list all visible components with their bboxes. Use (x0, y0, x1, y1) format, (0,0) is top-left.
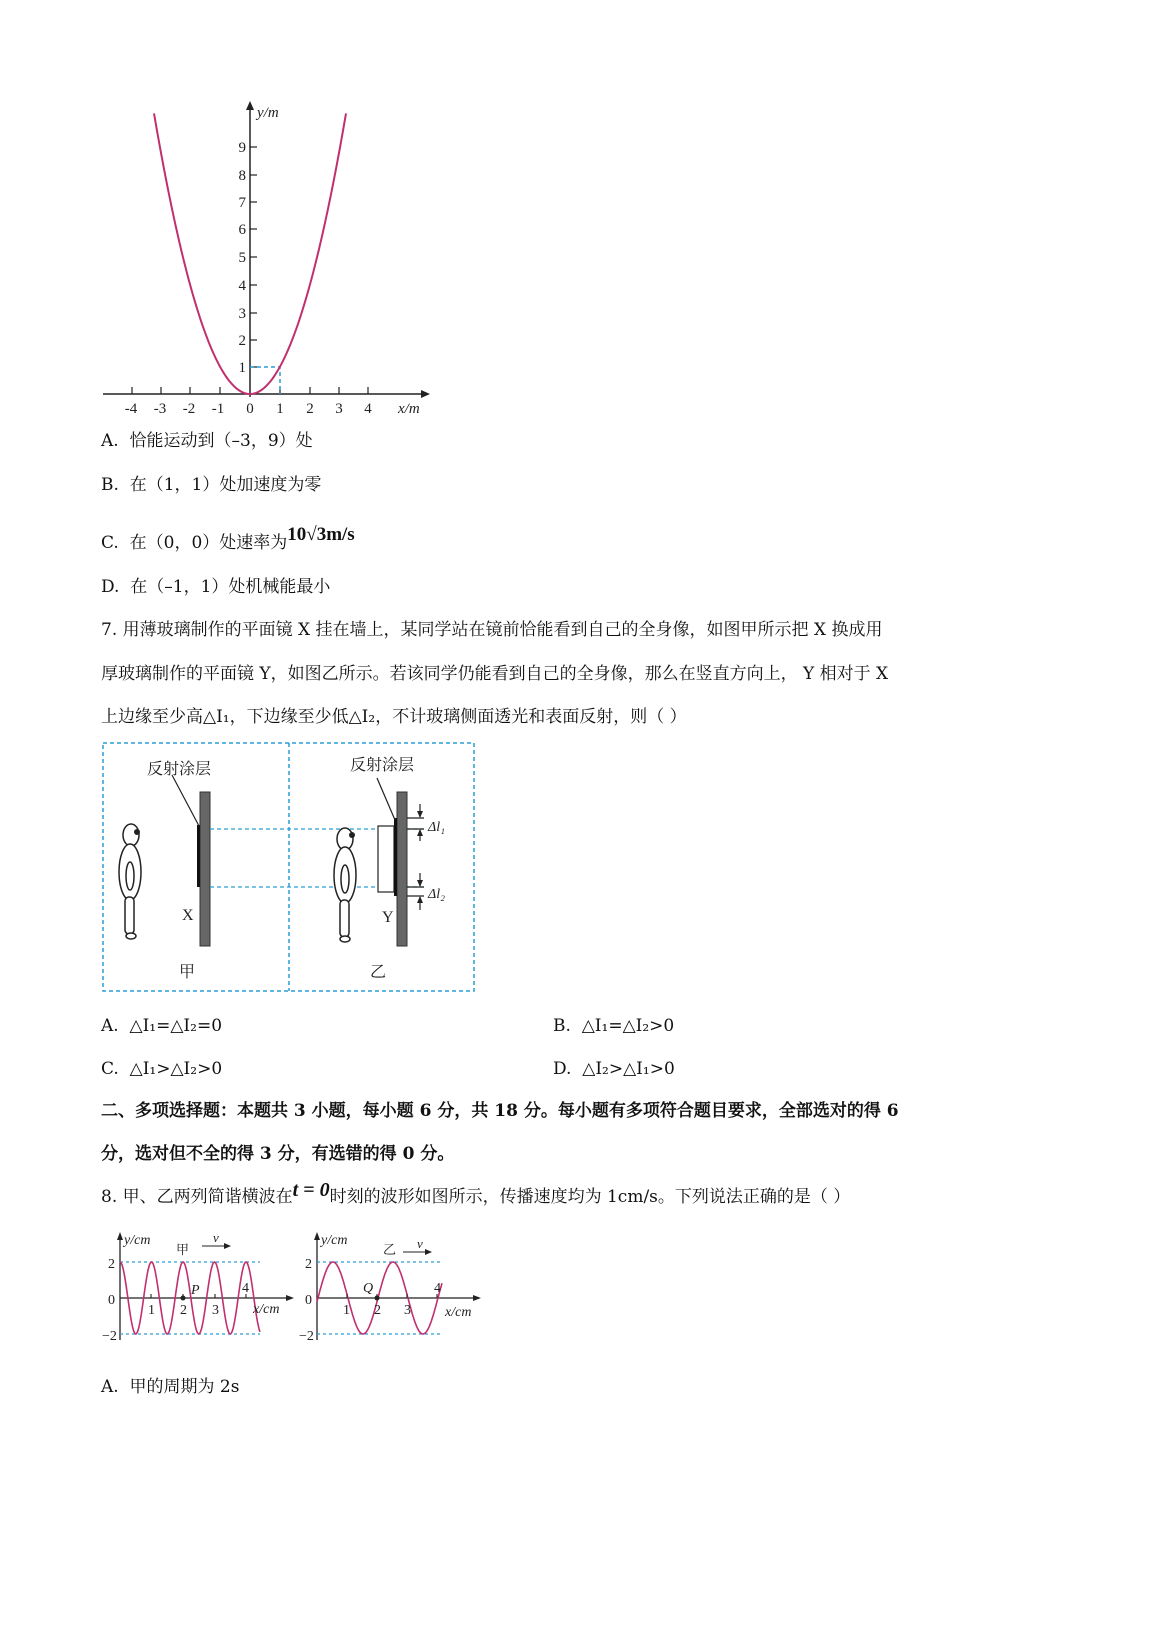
svg-text:5: 5 (238, 250, 246, 266)
coating-x (197, 825, 200, 887)
svg-text:甲: 甲 (176, 1242, 190, 1257)
svg-text:0: 0 (246, 401, 254, 417)
section2-heading-line-1: 二、多项选择题：本题共 3 小题，每小题 6 分，共 18 分。每小题有多项符合题目要求，全部选对的得 6 (101, 1101, 899, 1121)
svg-text:1: 1 (343, 1303, 350, 1318)
svg-text:1: 1 (276, 401, 284, 417)
q7-option-a: A. △I₁=△I₂=0 (101, 1016, 223, 1036)
svg-text:2: 2 (305, 1257, 312, 1272)
x-axis-arrow (421, 390, 430, 398)
mirror-y-glass (378, 826, 394, 892)
svg-text:1: 1 (148, 1303, 155, 1318)
svg-text:0: 0 (108, 1293, 115, 1308)
svg-text:-4: -4 (124, 401, 138, 417)
svg-text:4: 4 (238, 278, 246, 294)
q7-option-c: C. △I₁>△I₂>0 (101, 1059, 223, 1079)
q8-stem: 8. 甲、乙两列简谐横波在t = 0时刻的波形如图所示，传播速度均为 1cm/s。下列说法正确的是（ ） (101, 1179, 851, 1207)
y-axis-label: y/m (257, 105, 279, 121)
svg-text:6: 6 (238, 222, 246, 238)
svg-text:4: 4 (434, 1281, 441, 1296)
wave-figure-right (297, 1228, 497, 1348)
svg-text:2: 2 (306, 401, 314, 417)
svg-text:y/cm: y/cm (124, 1233, 151, 1248)
coating-label-right: 反射涂层 (350, 757, 415, 774)
svg-text:3: 3 (212, 1303, 219, 1318)
svg-text:y/cm: y/cm (321, 1233, 348, 1248)
q6-option-a: A. 恰能运动到（–3，9）处 (101, 431, 313, 451)
svg-text:9: 9 (238, 140, 246, 156)
person-right (334, 828, 356, 942)
delta-l2-label: Δl₂ (428, 887, 445, 902)
coating-y (394, 818, 397, 896)
q6-option-c: C. 在（0，0）处速率为10√3m/s (101, 524, 355, 553)
svg-text:2: 2 (108, 1257, 115, 1272)
svg-text:v: v (417, 1236, 423, 1251)
q8-option-a: A. 甲的周期为 2s (101, 1377, 240, 1397)
q7-line-1: 7. 用薄玻璃制作的平面镜 X 挂在墙上，某同学站在镜前恰能看到自己的全身像，如图甲所示把 X 换成用 (101, 620, 883, 640)
mirror-x-label: X (182, 907, 194, 924)
dash-guide (250, 367, 280, 394)
svg-text:-3: -3 (153, 401, 167, 417)
q6-option-d: D. 在（–1，1）处机械能最小 (101, 577, 331, 597)
wave-figure-left (100, 1228, 300, 1348)
q6-option-b: B. 在（1，1）处加速度为零 (101, 475, 322, 495)
svg-text:1: 1 (238, 360, 246, 376)
delta-l1-label: Δl₁ (428, 820, 445, 835)
speed-formula: 10√3m/s (287, 524, 355, 545)
svg-text:0: 0 (305, 1293, 312, 1308)
svg-text:3: 3 (404, 1303, 411, 1318)
svg-text:P: P (191, 1283, 200, 1298)
q7-line-2: 厚玻璃制作的平面镜 Y，如图乙所示。若该同学仍能看到自己的全身像，那么在竖直方向上， Y 相对于 X (101, 664, 889, 684)
mirror-figure (100, 740, 480, 996)
q7-line-3: 上边缘至少高△I₁，下边缘至少低△I₂，不计玻璃侧面透光和表面反射，则（ ） (101, 707, 687, 727)
svg-text:x/cm: x/cm (253, 1302, 280, 1317)
svg-text:2: 2 (374, 1303, 381, 1318)
svg-text:-1: -1 (211, 401, 225, 417)
q7-option-d: D. △I₂>△I₁>0 (553, 1059, 675, 1079)
q7-option-b: B. △I₁=△I₂>0 (553, 1016, 675, 1036)
svg-text:−2: −2 (102, 1329, 117, 1344)
svg-text:-2: -2 (182, 401, 196, 417)
svg-text:7: 7 (238, 195, 246, 211)
svg-text:3: 3 (335, 401, 343, 417)
svg-text:4: 4 (364, 401, 372, 417)
mirror-y-label: Y (382, 909, 394, 926)
svg-text:3: 3 (238, 306, 246, 322)
section2-heading-line-2: 分，选对但不全的得 3 分，有选错的得 0 分。 (101, 1144, 455, 1164)
svg-text:8: 8 (238, 168, 246, 184)
panel-right-label: 乙 (370, 964, 387, 981)
svg-text:−2: −2 (299, 1329, 314, 1344)
svg-text:2: 2 (180, 1303, 187, 1318)
person-left (119, 824, 141, 939)
y-axis-arrow (246, 101, 254, 110)
x-axis-label: x/m (398, 401, 420, 417)
svg-text:x/cm: x/cm (445, 1305, 472, 1320)
svg-text:4: 4 (242, 1281, 249, 1296)
svg-text:乙: 乙 (383, 1242, 397, 1257)
mirror-x (200, 792, 210, 946)
svg-text:Q: Q (363, 1281, 374, 1296)
parabola-graph (95, 95, 440, 425)
svg-text:v: v (213, 1230, 219, 1245)
mirror-y-wall (397, 792, 407, 946)
svg-text:2: 2 (238, 333, 246, 349)
coating-label-left: 反射涂层 (147, 761, 212, 778)
time-formula: t = 0 (292, 1179, 330, 1201)
panel-left-label: 甲 (179, 964, 196, 981)
